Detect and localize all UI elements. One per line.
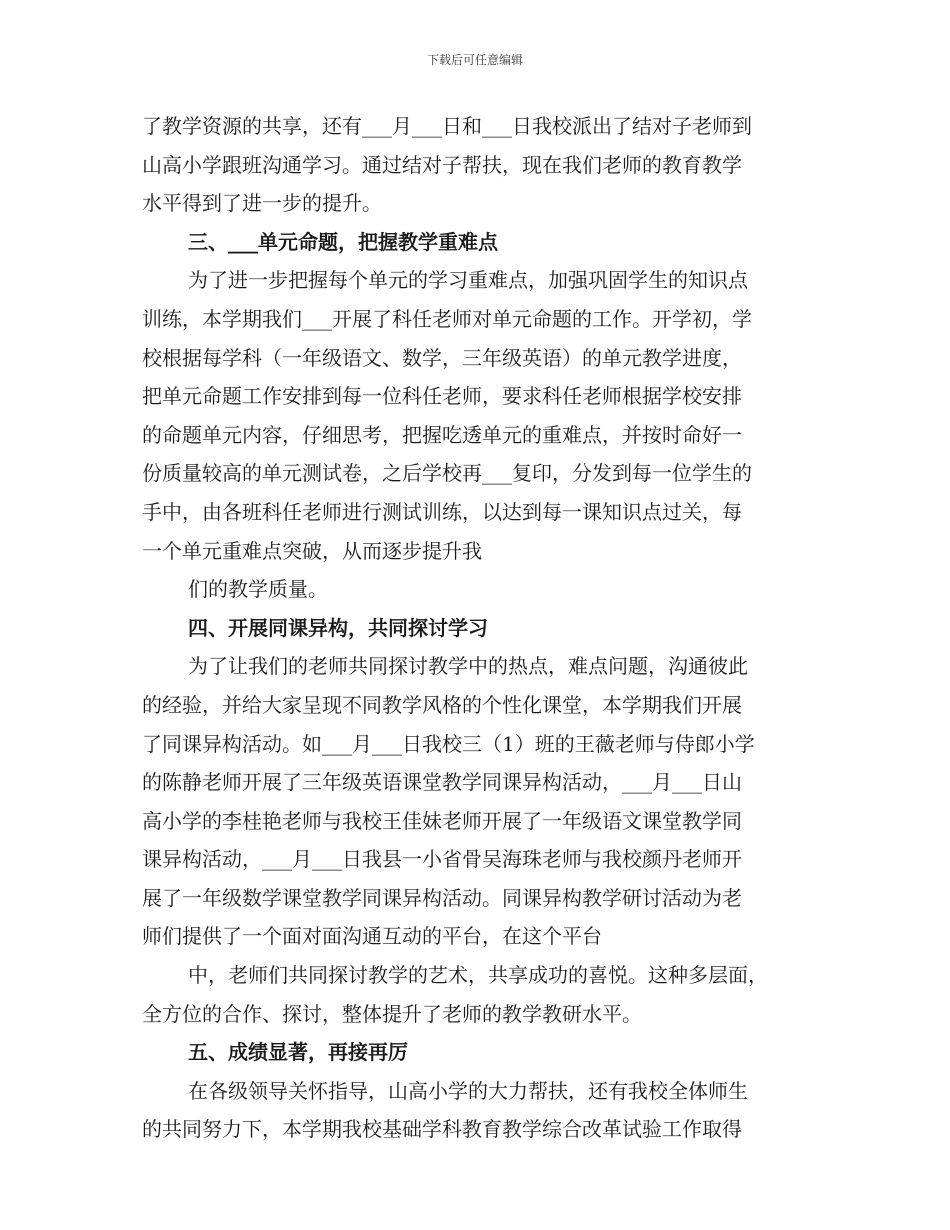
text-line: 为了进一步把握每个单元的学习重难点，加强巩固学生的知识点 (188, 268, 748, 293)
text-line: 展了一年级数学课堂教学同课异构活动。同课异构教学研讨活动为老 (142, 885, 742, 910)
text-line: 的共同努力下，本学期我校基础学科教育教学综合改革试验工作取得 (142, 1117, 742, 1142)
text-line: 高小学的李桂艳老师与我校王佳妹老师开展了一年级语文课堂教学同 (142, 808, 742, 833)
section-heading: 五、成绩显著，再接再厉 (188, 1040, 408, 1065)
text-line: 课异构活动，___月___日我县一小省骨吴海珠老师与我校颜丹老师开 (142, 847, 742, 872)
document-body (142, 107, 822, 1149)
text-line: 在各级领导关怀指导，山高小学的大力帮扶，还有我校全体师生 (188, 1078, 748, 1103)
section-heading: 四、开展同课异构，共同探讨学习 (188, 615, 488, 640)
section-heading: 三、___单元命题，把握教学重难点 (188, 229, 498, 254)
text-line: 的经验，并给大家呈现不同教学风格的个性化课堂，本学期我们开展 (142, 692, 742, 717)
text-line: 份质量较高的单元测试卷，之后学校再___复印，分发到每一位学生的 (142, 461, 752, 486)
text-line: 了同课异构活动。如___月___日我校三（1）班的王薇老师与侍郎小学 (142, 731, 755, 756)
text-line: 中，老师们共同探讨教学的艺术，共享成功的喜悦。这种多层面， (188, 963, 768, 988)
text-line: 一个单元重难点突破，从而逐步提升我 (142, 538, 482, 563)
page-header: 下载后可任意编辑 (426, 53, 523, 67)
text-line: 山高小学跟班沟通学习。通过结对子帮扶，现在我们老师的教育教学 (142, 152, 742, 177)
text-line: 师们提供了一个面对面沟通互动的平台，在这个平台 (142, 924, 602, 949)
text-line: 们的教学质量。 (188, 577, 328, 602)
text-line: 全方位的合作、探讨，整体提升了老师的教学教研水平。 (142, 1001, 642, 1026)
text-line: 把单元命题工作安排到每一位科任老师，要求科任老师根据学校安排 (142, 384, 742, 409)
text-line: 的命题单元内容，仔细思考，把握吃透单元的重难点，并按时命好一 (142, 422, 742, 447)
text-line: 为了让我们的老师共同探讨教学中的热点，难点问题，沟通彼此 (188, 654, 748, 679)
text-line: 的陈静老师开展了三年级英语课堂教学同课异构活动，___月___日山 (142, 770, 742, 795)
text-line: 手中，由各班科任老师进行测试训练，以达到每一课知识点过关，每 (142, 499, 742, 524)
text-line: 水平得到了进一步的提升。 (142, 191, 382, 216)
text-line: 校根据每学科（一年级语文、数学，三年级英语）的单元教学进度， (142, 345, 742, 370)
text-line: 了教学资源的共享，还有___月___日和___日我校派出了结对子老师到 (142, 114, 752, 138)
text-line: 训练，本学期我们___开展了科任老师对单元命题的工作。开学初，学 (142, 306, 752, 331)
